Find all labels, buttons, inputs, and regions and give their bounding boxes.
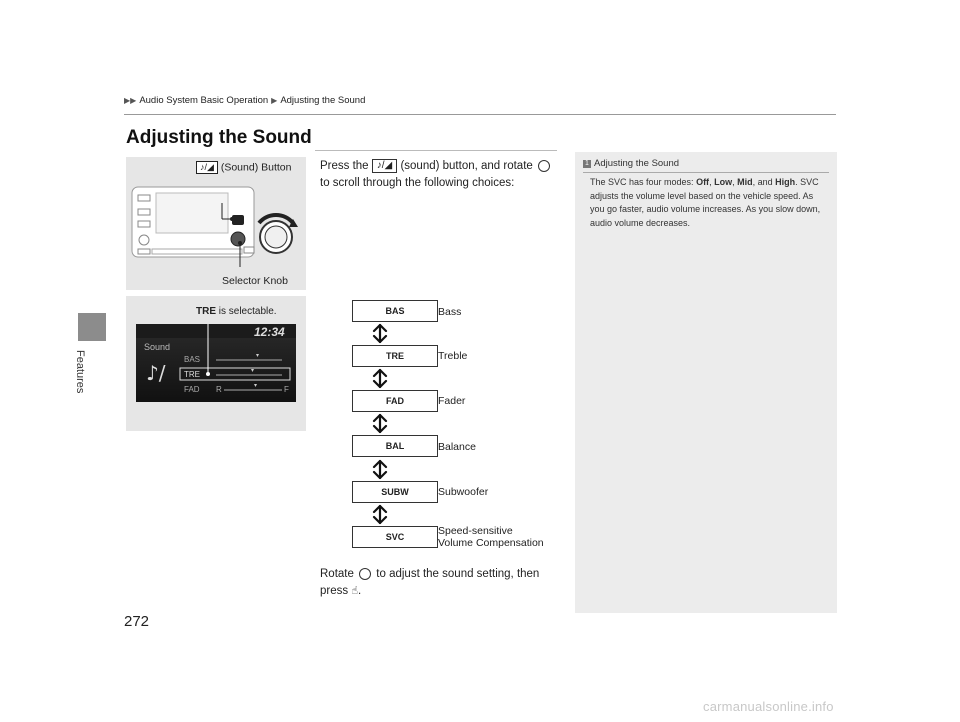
mode-box-bal: BAL — [352, 435, 438, 457]
svg-text:F: F — [284, 385, 289, 394]
section-tab — [78, 313, 106, 341]
note-heading: 1 Adjusting the Sound — [583, 158, 679, 169]
mode-item — [352, 435, 438, 457]
outro-text: Rotate to adjust the sound setting, then press ☝. — [320, 568, 540, 597]
mode-item — [352, 345, 438, 367]
tre-callout: TRE is selectable. — [196, 306, 277, 317]
mode-desc-fad: Fader — [438, 395, 466, 407]
intro-text: Press the ♪/◢ (sound) button, and rotate to scroll through the following choices: — [320, 158, 560, 192]
section-label: Features — [74, 350, 86, 394]
note-body: The SVC has four modes: Off, Low, Mid, and High. SVC adjusts the volume level based on the vehicle speed. As you go faster, audio volume increases. As you slow down, audio volume decreases. — [590, 177, 821, 228]
sound-button-icon: ♪/◢ — [372, 159, 397, 173]
svg-text:R: R — [216, 385, 222, 394]
screen-title: Sound — [144, 342, 171, 352]
selector-knob-callout: Selector Knob — [222, 275, 288, 287]
note-rule — [583, 172, 829, 173]
double-arrow-icon — [374, 415, 386, 432]
page-title: Adjusting the Sound — [126, 127, 312, 148]
watermark: carmanualsonline.info — [703, 699, 834, 714]
music-note-icon: ♪/ — [146, 361, 166, 385]
mode-box-subw: SUBW — [352, 481, 438, 503]
triangle-icon: ▶▶ — [124, 96, 137, 105]
mode-box-bas: BAS — [352, 300, 438, 322]
breadcrumb-item[interactable]: Audio System Basic Operation — [139, 95, 269, 106]
svg-text:TRE: TRE — [184, 370, 200, 379]
breadcrumb — [124, 95, 365, 106]
double-arrow-icon — [374, 370, 386, 387]
mode-box-fad: FAD — [352, 390, 438, 412]
title-rule — [315, 150, 557, 151]
sound-icon: ♪/◢ — [196, 161, 218, 174]
mode-item — [352, 526, 438, 548]
triangle-icon: ▶ — [271, 96, 278, 105]
breadcrumb-item[interactable]: Adjusting the Sound — [280, 95, 366, 106]
svg-text:FAD: FAD — [184, 385, 200, 394]
mode-desc-tre: Treble — [438, 350, 468, 362]
head-unit-figure — [126, 157, 306, 290]
mode-item — [352, 390, 438, 412]
mode-box-tre: TRE — [352, 345, 438, 367]
head-unit-illustration — [126, 157, 306, 290]
mode-desc-subw: Subwoofer — [438, 486, 489, 498]
double-arrow-icon — [374, 461, 386, 478]
mode-item — [352, 481, 438, 503]
selector-knob-icon — [359, 568, 371, 580]
double-arrow-icon — [374, 325, 386, 342]
mode-list — [352, 300, 438, 322]
header-rule — [124, 114, 836, 115]
mode-arrows — [370, 322, 390, 526]
mode-desc-bal: Balance — [438, 441, 476, 453]
sound-button-callout: ♪/◢ (Sound) Button — [196, 161, 291, 174]
mode-desc-bas: Bass — [438, 306, 462, 318]
note-icon: 1 — [583, 160, 591, 168]
page-number: 272 — [124, 613, 150, 630]
sound-screen-figure — [126, 296, 306, 431]
mode-box-svc: SVC — [352, 526, 438, 548]
svg-text:BAS: BAS — [184, 355, 201, 364]
selector-knob-icon — [538, 160, 550, 172]
mode-desc-svc: Speed-sensitive Volume Compensation — [438, 525, 544, 549]
press-knob-icon: ☝ — [351, 585, 359, 597]
sound-screen-illustration — [136, 324, 296, 402]
double-arrow-icon — [374, 506, 386, 523]
screen-clock: 12:34 — [254, 325, 285, 339]
note-panel — [575, 152, 837, 613]
